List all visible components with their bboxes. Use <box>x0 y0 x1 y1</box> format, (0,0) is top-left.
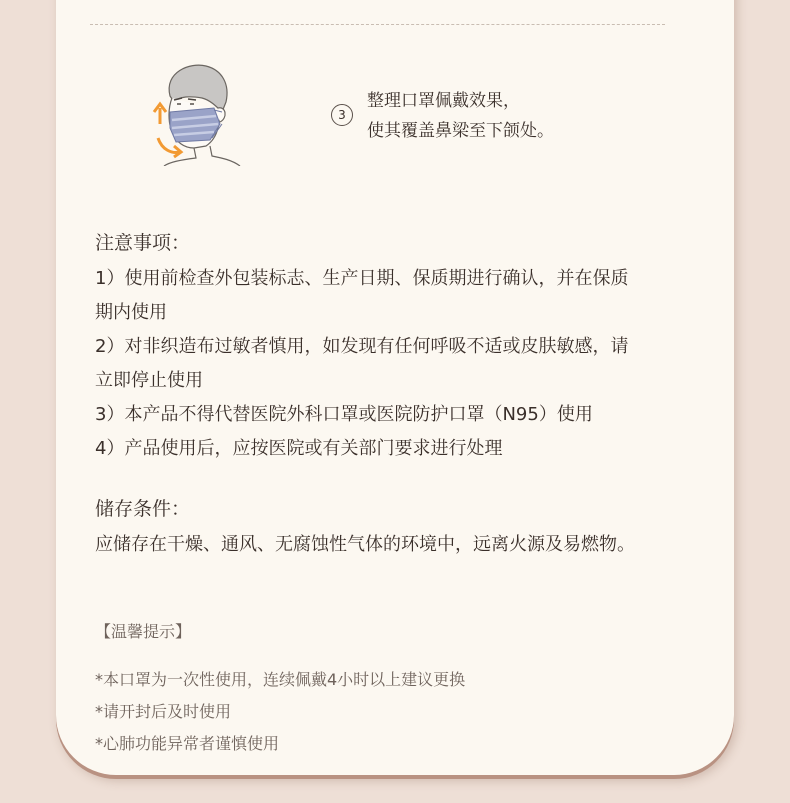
step-number-badge: 3 <box>331 104 353 126</box>
step-instruction <box>367 86 554 146</box>
tips-line: *请开封后及时使用 <box>95 702 232 721</box>
notes-title: 注意事项： <box>95 232 191 254</box>
tips-section <box>95 619 695 763</box>
notes-line: 1）使用前检查外包装标志、生产日期、保质期进行确认，并在保质 <box>95 268 629 289</box>
tips-line: *心肺功能异常者谨慎使用 <box>95 734 280 753</box>
notes-line: 3）本产品不得代替医院外科口罩或医院防护口罩（N95）使用 <box>95 404 593 425</box>
notes-line: 2）对非织造布过敏者慎用，如发现有任何呼吸不适或皮肤敏感，请 <box>95 336 629 357</box>
tips-title: 【温馨提示】 <box>95 622 192 641</box>
notes-line: 4）产品使用后，应按医院或有关部门要求进行处理 <box>95 438 503 459</box>
storage-text <box>95 528 705 562</box>
dashed-divider <box>90 24 665 25</box>
notes-line: 立即停止使用 <box>95 370 203 391</box>
storage-line: 应储存在干燥、通风、无腐蚀性气体的环境中，远离火源及易燃物。 <box>95 534 635 555</box>
mask-wearing-illustration <box>150 62 246 166</box>
step-line: 整理口罩佩戴效果， <box>367 91 520 111</box>
storage-title: 储存条件： <box>95 498 191 520</box>
notes-line: 期内使用 <box>95 302 167 323</box>
notes-list <box>95 262 705 466</box>
tips-line: *本口罩为一次性使用，连续佩戴4小时以上建议更换 <box>95 670 466 689</box>
step-line: 使其覆盖鼻梁至下颌处。 <box>367 121 554 141</box>
